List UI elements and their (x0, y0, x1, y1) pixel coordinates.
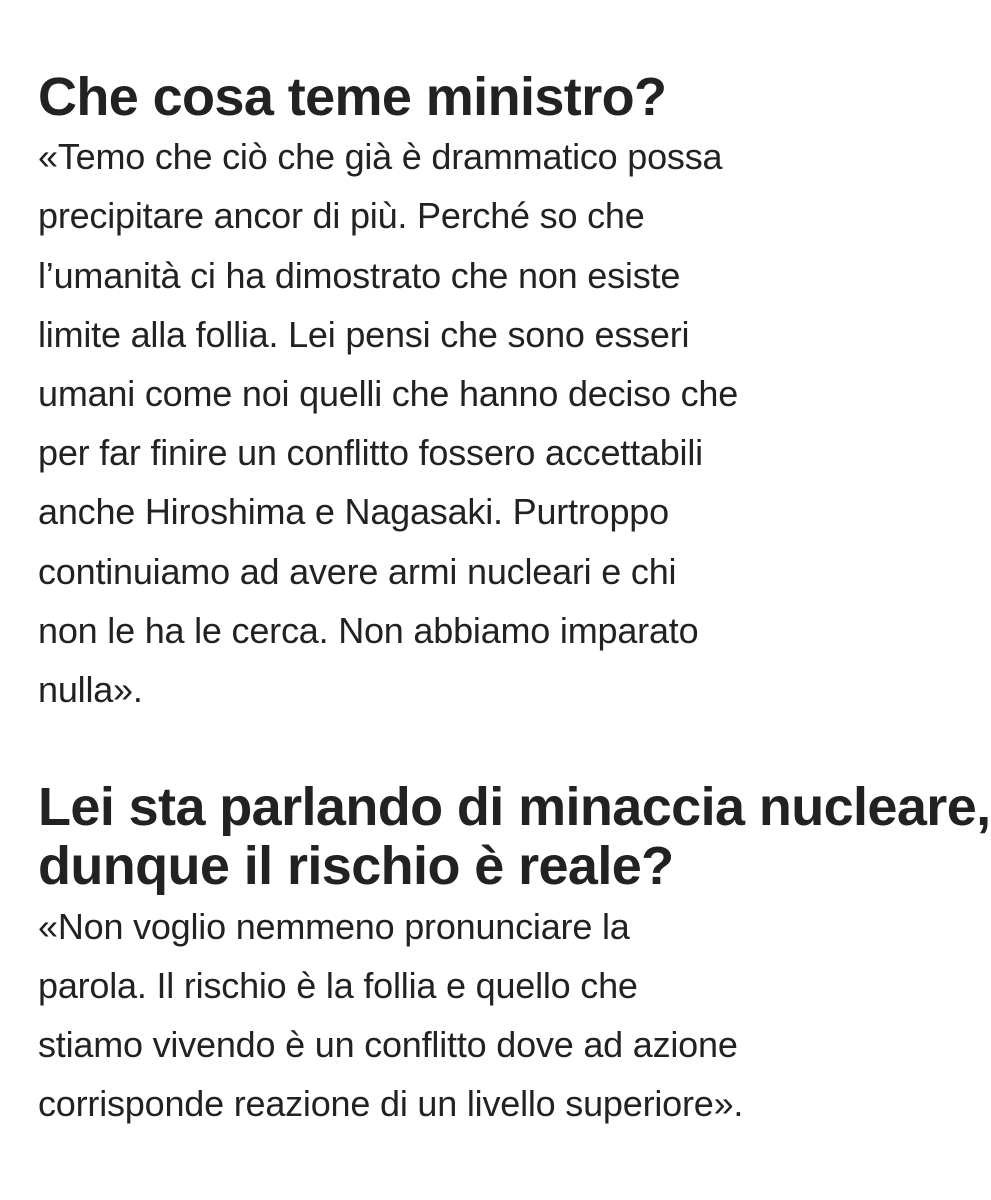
interview-answer (38, 897, 828, 1134)
answer-line: parola. Il rischio è la follia e quello che (38, 964, 638, 1006)
answer-line: nulla». (38, 669, 143, 711)
answer-line: «Non voglio nemmeno pronunciare la (38, 905, 630, 947)
answer-line: l’umanità ci ha dimostrato che non esiste (38, 254, 681, 296)
answer-line: precipitare ancor di più. Perché so che (38, 195, 645, 237)
qa-block (38, 777, 991, 1133)
answer-line: anche Hiroshima e Nagasaki. Purtroppo (38, 491, 669, 533)
interview-question (38, 68, 828, 127)
article-body (38, 67, 991, 1133)
question-line: Che cosa teme ministro? (38, 67, 667, 127)
answer-line: continuiamo ad avere armi nucleari e chi (38, 550, 677, 592)
answer-line: stiamo vivendo è un conflitto dove ad azione (38, 1024, 738, 1066)
question-line: dunque il rischio è reale? (38, 836, 674, 897)
answer-line: non le ha le cerca. Non abbiamo imparato (38, 609, 699, 651)
interview-question (38, 777, 991, 897)
answer-line: corrisponde reazione di un livello superiore». (38, 1083, 744, 1125)
interview-answer (38, 127, 828, 719)
answer-line: per far finire un conflitto fossero accettabili (38, 432, 703, 474)
question-line: Lei sta parlando di minaccia nucleare, (38, 777, 991, 838)
answer-line: limite alla follia. Lei pensi che sono esseri (38, 313, 690, 355)
answer-line: umani come noi quelli che hanno deciso che (38, 373, 739, 415)
answer-line: «Temo che ciò che già è drammatico possa (38, 136, 723, 178)
qa-block (38, 68, 828, 719)
